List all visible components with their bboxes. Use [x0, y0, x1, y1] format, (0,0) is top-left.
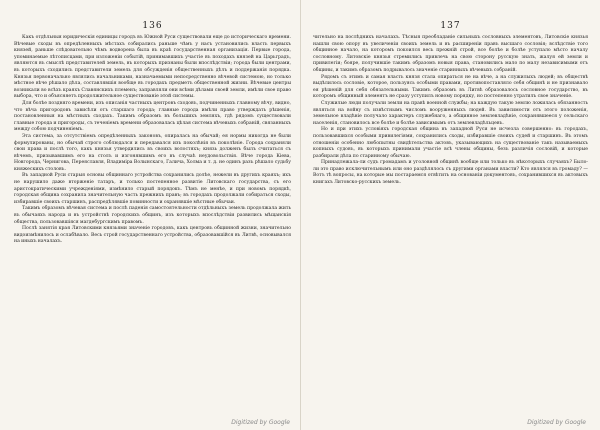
paragraph: Рядомъ съ этимъ и самая власть князя стала опираться не на вѣче, а на служилыхъ людей; въ обществѣ выдѣлилось сословіе, которое, пользуясь особыми правами, противопоставляло себя общинѣ и не признавало ея рѣшеній для себя обязательными. Такимъ образомъ въ Литвѣ образовалось сословное государство, въ которомъ общинный элементъ не сразу уступилъ новому порядку, но постепенно утратилъ свое значеніе. [313, 74, 588, 100]
page-number: 136 [142, 21, 163, 31]
paragraph: чительно на послѣднихъ началахъ. Тѣсныя преобладаніе сильныхъ сословныхъ элементовъ, Литовскіе князья нашли свою опору въ увеличеніи своихъ земель и въ расширеніи правъ высшаго сословія; вслѣдствіе того общинное начало, на которомъ покоился весь прежній строй, все болѣе и болѣе уступало мѣсто началу сословному. Литовскіе князья стремились привлечь на свою сторону русскую знать, жалуя ей земли и привилегіи; бояре, получившіе такимъ образомъ новыя права, становились мало по малу независимыми отъ общины, и такимъ образомъ подрывалось значеніе старинныхъ вѣчевыхъ собраній. [313, 35, 588, 73]
page-text [313, 35, 588, 187]
paragraph: Въ западной Руси старыя основы общиннаго устройства сохранились долѣе, нежели въ другихъ краяхъ; ихъ не нарушило даже вторженіе татаръ, и только постепенное развитіе Литовскаго государства, съ его аристократическими учрежденіями, измѣнило старый порядокъ. Тѣмъ не менѣе, и при новомъ порядкѣ, городская община сохранила значительную часть прежнихъ правъ; въ городахъ продолжали собираться сходы, избиравшіе своихъ старшинъ, распредѣлявшіе повинности и охранявшіе мѣстные обычаи. [14, 173, 291, 205]
paragraph: Эта система, за отсутствіемъ опредѣленныхъ законовъ, опиралась на обычай; ея нормы никогда не были формулированы, но обычай строго соблюдался и передавался изъ поколѣнія въ поколѣніе. Города сохраняли свои права и послѣ того, какъ князья утвердились въ своихъ волостяхъ; князь долженъ былъ считаться съ вѣчемъ, призывавшимъ его на столъ и изгонявшимъ его въ случаѣ неудовольствія. Вѣче города Кіева, Новгорода, Чернигова, Переяславля, Владиміра Волынскаго, Галича, Холма и т. д. не одинъ разъ рѣшало судьбу княжескихъ столовъ. [14, 133, 291, 172]
paragraph: Для болѣе поздняго времени, изъ описанія частныхъ центровъ сходовъ, подчиненныхъ главному вѣчу, видно, что вѣча пригородовъ зависѣли отъ старшаго города; главные города имѣли право утверждать рѣшенія, постановленныя на мѣстныхъ сходахъ. Такимъ образомъ въ большихъ земляхъ, гдѣ рядомъ существовали главные города и пригороды, съ теченіемъ времени образовалась цѣлая система вѣчевыхъ собраній, связанныхъ между собою подчиненіемъ. [14, 100, 291, 133]
right-page [300, 0, 600, 430]
paragraph: Какъ отдѣльныя юридическія единицы городъ въ Южной Руси существовали еще до историческаго времени. Вѣчевые сходы въ опредѣленныхъ мѣстахъ собирались раньше чѣмъ у насъ установились власть первыхъ князей, раньше слѣдовательно чѣмъ водворена была въ краѣ государственная организація. Первые города, упоминаемые лѣтописцами, при изложеніи событій, принимавшихъ участіе въ походахъ князей на Царьградъ, являются въ смыслѣ представителей земель, въ которыхъ признаны были впослѣдствіи; города были центрами, въ которыхъ сходились представители земель для обсужденія общественныхъ дѣлъ и поддержанія порядка. Князья первоначально являлись начальниками, назначаемыми непосредственно вѣчевой системою, но только мѣстное вѣче рѣшало дѣла, составлявшія вообще въ городахъ предметъ общественной жизни. Вѣчевые центры возникали во всѣхъ краяхъ Славянскихъ племенъ; заправляли они всѣми дѣлами своей земли, имѣли свое право выбора, что и объясняетъ продолжительное существованіе этой системы. [14, 35, 291, 100]
page-text [14, 35, 291, 246]
paragraph: Но и при этихъ условіяхъ городская община въ западной Руси не исчезла совершенно: въ городахъ, пользовавшихся особыми привилегіями, сохранились сходы, избиравшіе своихъ судей и старшинъ. Въ этомъ отношеніи особенно любопытны свидѣтельства актовъ, указывающихъ на существованіе такъ называемыхъ копныхъ судовъ, въ которыхъ принимали участіе всѣ члены общины, безъ различія сословій, и которые разбирали дѣла по старинному обычаю. [313, 127, 588, 159]
paragraph: Такимъ образомъ вѣчевая система и послѣ паденія самостоятельности отдѣльныхъ земель продолжала жить въ обычаяхъ народа и въ устройствѣ городскихъ общинъ, изъ которыхъ впослѣдствіи развились мѣщанскія общества, пользовавшіяся магдебургскимъ правомъ. [14, 206, 291, 225]
google-watermark: Digitized by Google [527, 419, 586, 426]
paragraph: Принадлежала-ли судъ громадамъ и уголовной общинѣ вообще или только въ нѣкоторыхъ случаяхъ? Было-ли это право исключительнымъ или оно раздѣлялось съ другими органами власти? Кто являлся въ громаду? — Вотъ тѣ вопросы, на которые мы постараемся отвѣтить на основаніи документовъ, сохранившихся въ актовыхъ книгахъ Литовско-русскихъ земель. [313, 160, 588, 186]
google-watermark: Digitized by Google [231, 419, 290, 426]
paragraph: Послѣ занятія края Литовскими князьями значеніе городовъ, какъ центровъ общинной жизни, значительно видоизмѣнилось и ослабѣвало. Весь строй государственнаго устройства, образовавшійся въ Литвѣ, основывался на иныхъ началахъ. [14, 226, 291, 245]
page-number: 137 [440, 21, 461, 31]
paragraph: Служилые люди получали земли на правѣ военной службы; на каждую такую землю ложилась обязанность являться на войну съ извѣстнымъ числомъ вооруженныхъ людей. Въ зависимости отъ этого положенія, земельное владѣніе получало характеръ служебнаго, а общинное землевладѣніе, сохранявшееся у сельскаго населенія, становилось все болѣе и болѣе зависимымъ отъ землевладѣльцевъ. [313, 100, 588, 126]
